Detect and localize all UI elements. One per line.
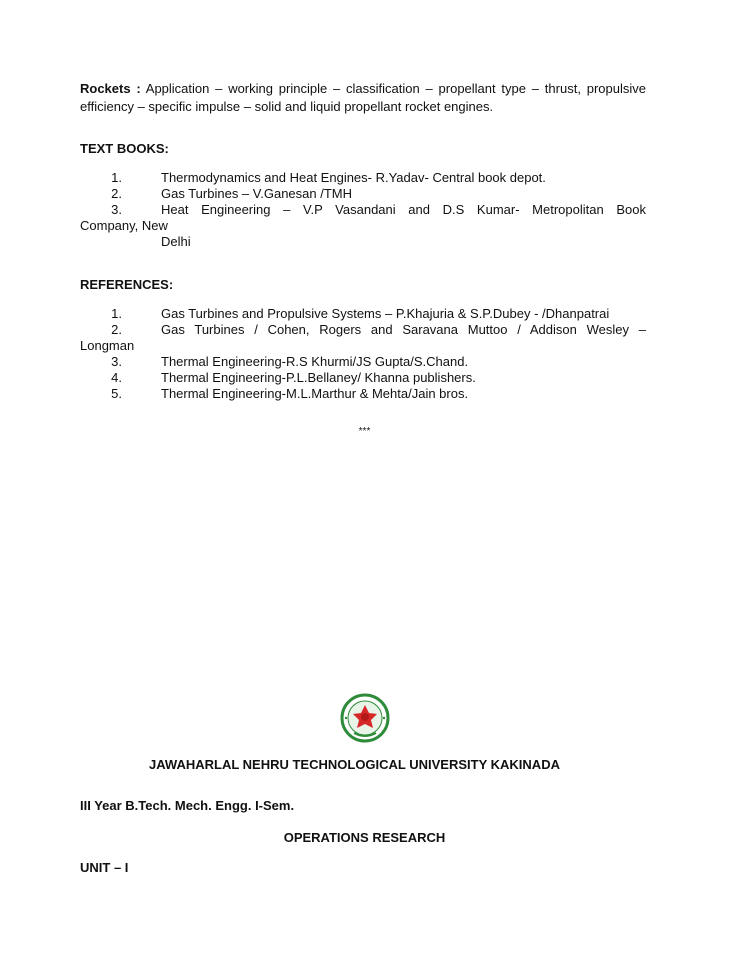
rockets-heading: Rockets : — [80, 81, 141, 96]
reference-number: 2. — [111, 322, 122, 337]
textbook-number: 2. — [111, 186, 122, 201]
reference-text: Thermal Engineering-P.L.Bellaney/ Khanna publishers. — [161, 370, 476, 385]
reference-text: Thermal Engineering-M.L.Marthur & Mehta/Jain bros. — [161, 386, 469, 401]
textbook-text: Heat Engineering – V.P Vasandani and D.S Kumar- Metropolitan Book — [161, 202, 646, 217]
reference-number: 1. — [111, 306, 122, 321]
rockets-paragraph — [80, 80, 646, 116]
textbook-text-continued: Delhi — [161, 234, 191, 249]
reference-number: 5. — [111, 386, 122, 401]
unit-heading: UNIT – I — [80, 860, 129, 875]
textbook-number: 1. — [111, 170, 122, 185]
reference-text: Thermal Engineering-R.S Khurmi/JS Gupta/S.Chand. — [161, 354, 469, 369]
textbook-text: Thermodynamics and Heat Engines- R.Yadav- Central book depot. — [161, 170, 546, 185]
reference-text: Gas Turbines / Cohen, Rogers and Saravana Muttoo / Addison Wesley – — [161, 322, 646, 337]
year-semester-line: III Year B.Tech. Mech. Engg. I-Sem. — [80, 798, 295, 813]
reference-text-continued: Longman — [80, 338, 135, 353]
textbooks-heading: TEXT BOOKS: — [80, 141, 169, 156]
rockets-text: Application – working principle – classification – propellant type – thrust, propulsive efficiency – specific impulse – solid and liquid propellant rocket engines. — [80, 81, 646, 114]
reference-number: 3. — [111, 354, 122, 369]
university-name: JAWAHARLAL NEHRU TECHNOLOGICAL UNIVERSITY KAKINADA — [149, 757, 560, 772]
reference-number: 4. — [111, 370, 122, 385]
references-heading: REFERENCES: — [80, 277, 174, 292]
reference-text: Gas Turbines and Propulsive Systems – P.Khajuria & S.P.Dubey - /Dhanpatrai — [161, 306, 610, 321]
section-separator: *** — [358, 426, 371, 437]
textbook-number: 3. — [111, 202, 122, 217]
university-seal-icon — [340, 693, 390, 743]
course-title: OPERATIONS RESEARCH — [283, 830, 446, 845]
textbook-text-continued: Company, New — [80, 218, 168, 233]
textbook-text: Gas Turbines – V.Ganesan /TMH — [161, 186, 353, 201]
